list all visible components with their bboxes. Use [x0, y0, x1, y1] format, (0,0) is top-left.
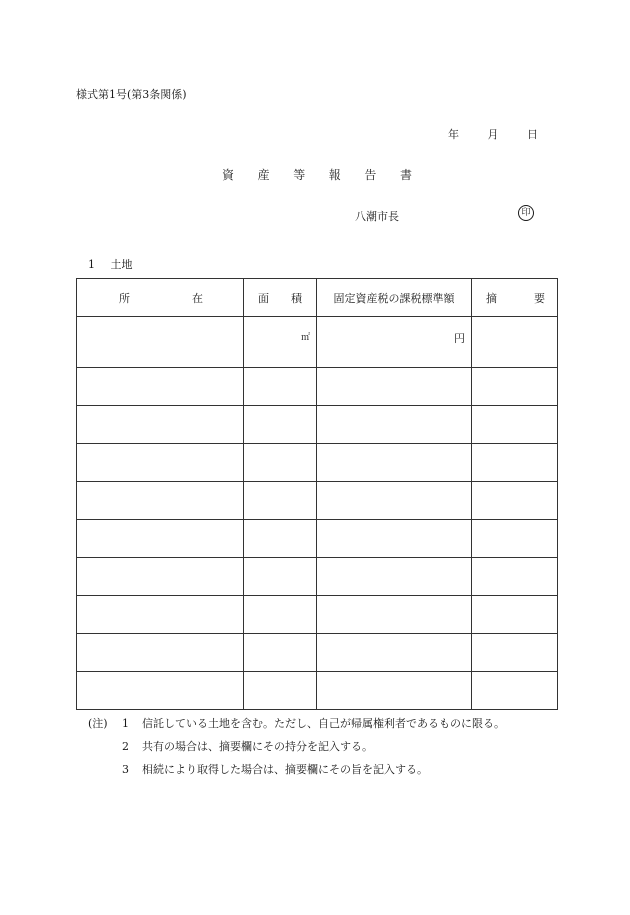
area-cell[interactable]: [244, 520, 317, 558]
table-row: [77, 444, 558, 482]
location-cell[interactable]: [77, 444, 244, 482]
area-cell[interactable]: [244, 406, 317, 444]
location-cell[interactable]: [77, 558, 244, 596]
area-cell[interactable]: [244, 558, 317, 596]
remarks-cell[interactable]: [472, 596, 558, 634]
location-cell[interactable]: [77, 406, 244, 444]
section-heading: [88, 256, 133, 272]
location-cell[interactable]: [77, 634, 244, 672]
title-char: 報: [328, 168, 341, 182]
form-label: 様式第1号(第3条関係): [76, 88, 187, 101]
date-year-label: 年: [448, 128, 459, 141]
area-cell[interactable]: [244, 317, 317, 368]
remarks-cell[interactable]: [472, 317, 558, 368]
document-title: [222, 166, 412, 183]
title-char: 等: [293, 168, 306, 182]
header-remarks-char: 摘: [486, 291, 497, 305]
tax-base-cell[interactable]: [317, 596, 472, 634]
note-number: 3: [122, 763, 129, 776]
header-location: [77, 279, 244, 317]
remarks-cell[interactable]: [472, 444, 558, 482]
table-row: [77, 634, 558, 672]
section-title: 土地: [110, 258, 133, 271]
table-row: [77, 368, 558, 406]
note-text: 信託している土地を含む。ただし、自己が帰属権利者であるものに限る。: [142, 717, 505, 730]
tax-base-cell[interactable]: [317, 406, 472, 444]
table-row: [77, 482, 558, 520]
note-number: 2: [122, 740, 129, 753]
remarks-cell[interactable]: [472, 672, 558, 710]
note-text: 共有の場合は、摘要欄にその持分を記入する。: [142, 740, 373, 753]
location-cell[interactable]: [77, 317, 244, 368]
tax-base-cell[interactable]: [317, 368, 472, 406]
header-location-char: 在: [192, 291, 203, 305]
header-remarks: [472, 279, 558, 317]
location-cell[interactable]: [77, 596, 244, 634]
tax-base-cell[interactable]: [317, 672, 472, 710]
section-number: 1: [88, 258, 95, 271]
header-tax-base: 固定資産税の課税標準額: [317, 279, 472, 317]
table-row: [77, 520, 558, 558]
remarks-cell[interactable]: [472, 520, 558, 558]
area-cell[interactable]: [244, 634, 317, 672]
area-cell[interactable]: [244, 482, 317, 520]
header-remarks-char: 要: [534, 291, 545, 305]
date-day-label: 日: [527, 128, 538, 141]
remarks-cell[interactable]: [472, 482, 558, 520]
title-char: 告: [364, 168, 377, 182]
notes-label: (注): [88, 717, 108, 730]
tax-base-cell[interactable]: [317, 317, 472, 368]
remarks-cell[interactable]: [472, 368, 558, 406]
header-location-char: 所: [119, 291, 130, 305]
date-month-label: 月: [487, 128, 499, 141]
location-cell[interactable]: [77, 482, 244, 520]
tax-base-cell[interactable]: [317, 482, 472, 520]
note-item: [88, 758, 505, 781]
note-number: 1: [122, 717, 129, 730]
location-cell[interactable]: [77, 672, 244, 710]
date-line: [448, 126, 538, 142]
header-area-char: 面: [258, 291, 269, 305]
addressee: 八潮市長: [355, 210, 399, 223]
seal-mark: 印: [518, 205, 534, 221]
table-row: [77, 406, 558, 444]
note-item: [88, 735, 505, 758]
notes: [88, 712, 505, 781]
area-cell[interactable]: [244, 368, 317, 406]
area-cell[interactable]: [244, 672, 317, 710]
remarks-cell[interactable]: [472, 406, 558, 444]
table-header-row: [77, 279, 558, 317]
table-row: [77, 596, 558, 634]
table-row: [77, 558, 558, 596]
title-char: 書: [399, 168, 412, 182]
table-row: [77, 317, 558, 368]
remarks-cell[interactable]: [472, 558, 558, 596]
remarks-cell[interactable]: [472, 634, 558, 672]
location-cell[interactable]: [77, 368, 244, 406]
location-cell[interactable]: [77, 520, 244, 558]
area-unit: ㎡: [300, 333, 310, 343]
tax-base-cell[interactable]: [317, 520, 472, 558]
tax-base-cell[interactable]: [317, 444, 472, 482]
header-area-char: 積: [291, 291, 302, 305]
tax-base-cell[interactable]: [317, 558, 472, 596]
area-cell[interactable]: [244, 444, 317, 482]
tax-base-cell[interactable]: [317, 634, 472, 672]
note-text: 相続により取得した場合は、摘要欄にその旨を記入する。: [142, 763, 428, 776]
header-area: [244, 279, 317, 317]
title-char: 資: [222, 168, 235, 182]
land-table: [76, 278, 558, 710]
tax-base-unit: 円: [454, 332, 465, 345]
title-char: 産: [257, 168, 270, 182]
table-row: [77, 672, 558, 710]
note-item: [88, 712, 505, 735]
area-cell[interactable]: [244, 596, 317, 634]
